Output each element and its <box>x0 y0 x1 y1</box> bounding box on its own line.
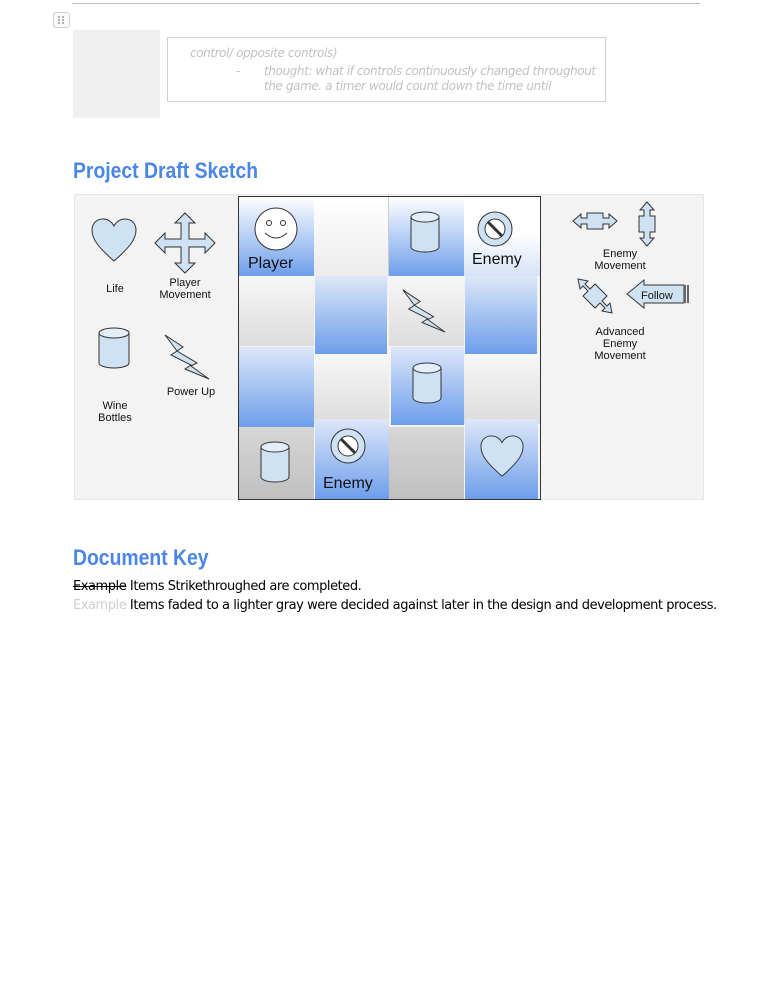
note-line-1: control/ opposite controls) <box>190 46 338 60</box>
player-movement-label: Player Movement <box>159 277 211 301</box>
no-symbol-enemy-icon <box>476 210 514 248</box>
document-key-heading: Document Key <box>73 545 209 570</box>
grid-cell-bottle <box>239 427 314 499</box>
wine-bottle-icon <box>97 327 131 369</box>
power-up-label: Power Up <box>166 386 216 398</box>
grid-cell-enemy <box>315 419 389 499</box>
wine-bottle-icon <box>411 362 443 404</box>
grid-cell-player <box>239 197 314 276</box>
grid-cell-empty <box>314 354 389 424</box>
advanced-enemy-movement-label: Advanced Enemy Movement <box>594 326 646 362</box>
grid-cell-enemy <box>464 197 540 276</box>
faded-notes-box <box>167 37 606 102</box>
no-symbol-enemy-icon <box>329 427 367 465</box>
grid-cell-blue <box>465 276 537 354</box>
grid-cell-empty <box>314 197 389 276</box>
strike-explanation: Items Strikethroughed are completed. <box>126 579 362 594</box>
faded-explanation: Items faded to a lighter gray were decided against later in the design and development process. <box>126 598 717 613</box>
strike-example: Example <box>73 579 127 594</box>
grid-cell-heart <box>465 419 538 499</box>
enemy-movement-label: Enemy Movement <box>594 248 646 272</box>
grid-cell-blue <box>315 276 387 354</box>
grid-cell-bottle <box>391 347 464 425</box>
note-line-2 <box>236 64 596 78</box>
heart-icon <box>90 217 138 265</box>
heart-icon <box>479 434 525 480</box>
life-label: Life <box>106 283 124 295</box>
image-placeholder <box>73 30 160 118</box>
diagonal-arrow-icon <box>576 277 614 315</box>
key-line-strikethrough <box>73 579 361 594</box>
grid-cell-empty <box>239 276 314 346</box>
follow-label: Follow <box>641 290 673 302</box>
game-grid <box>238 196 541 500</box>
draft-sketch <box>74 194 704 500</box>
grid-cell-bottle <box>389 197 464 276</box>
project-draft-sketch-heading: Project Draft Sketch <box>73 158 259 183</box>
horizontal-arrow-icon <box>572 211 618 231</box>
note-line-2-text: thought: what if controls continuously changed throughout <box>264 64 596 78</box>
top-divider <box>72 3 700 4</box>
enemy-label-top: Enemy <box>472 251 522 268</box>
note-line-3: the game. a timer would count down the time until <box>264 79 552 93</box>
grid-cell-empty <box>464 354 540 424</box>
wine-bottle-icon <box>409 211 441 253</box>
note-dash: - <box>236 64 240 78</box>
vertical-arrow-icon <box>636 201 658 247</box>
power-up-bolt-icon <box>401 288 447 334</box>
grid-cell-blue <box>239 347 314 427</box>
grid-cell-power-up <box>389 276 464 346</box>
player-label: Player <box>248 255 294 272</box>
power-up-bolt-icon <box>163 333 211 381</box>
grid-cell-empty <box>389 427 464 499</box>
faded-example: Example <box>73 598 127 613</box>
four-way-arrow-icon <box>153 211 217 275</box>
wine-bottles-label: Wine Bottles <box>98 400 132 424</box>
enemy-label-bottom: Enemy <box>323 475 373 492</box>
drag-handle-icon[interactable] <box>53 12 70 28</box>
key-line-faded <box>73 598 717 613</box>
wine-bottle-icon <box>259 441 291 483</box>
smiley-face-icon <box>253 206 299 252</box>
